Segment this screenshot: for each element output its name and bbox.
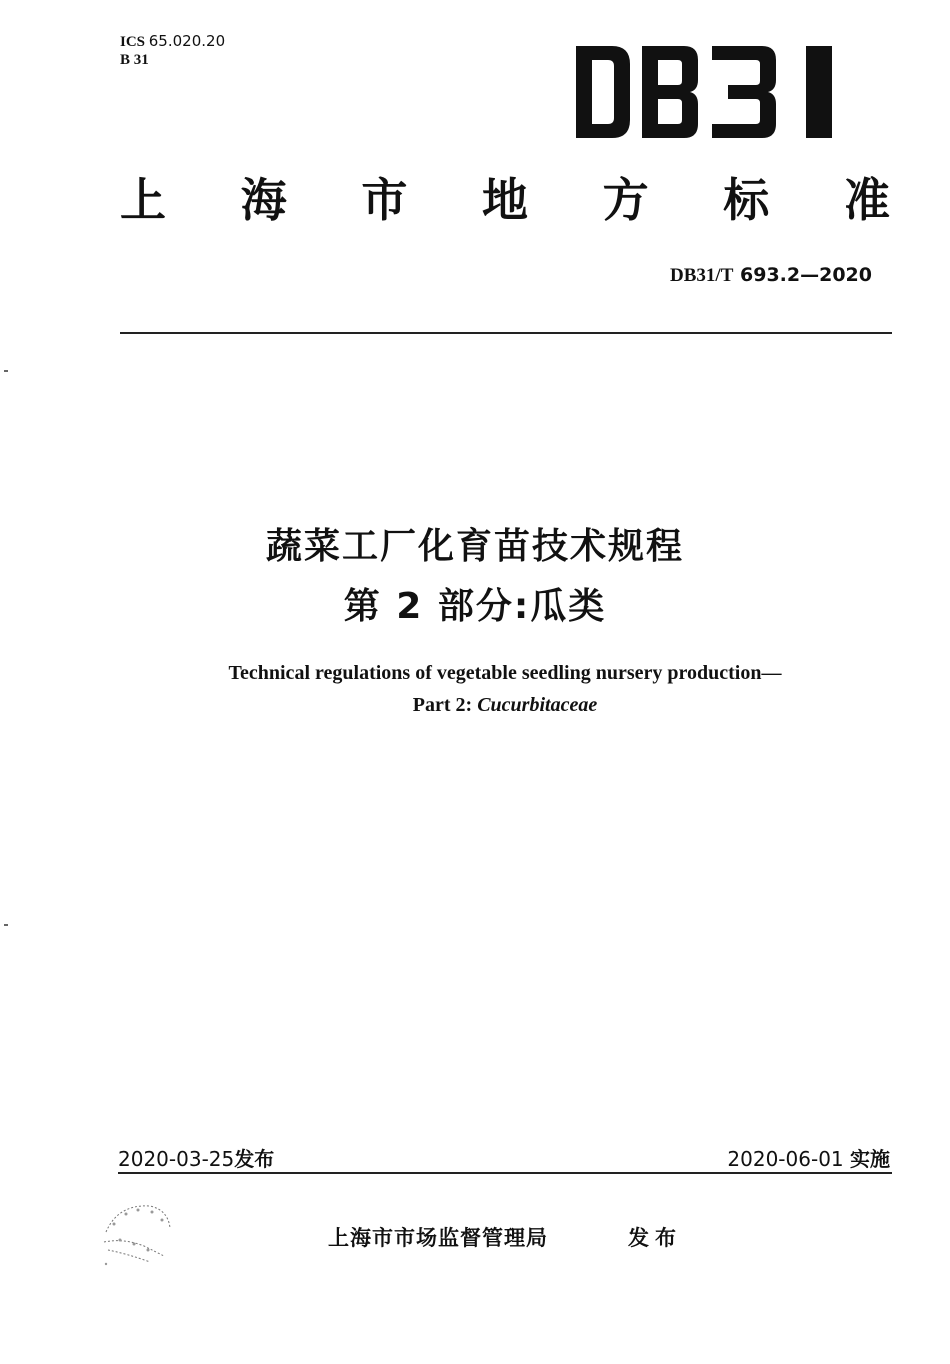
implement-label: 实施: [850, 1147, 890, 1171]
publish-label: 发布: [628, 1226, 682, 1250]
standard-type-title: [120, 170, 890, 230]
scan-mark: [4, 924, 8, 926]
seal-stamp: [98, 1198, 174, 1272]
title-en-part: Part 2:: [412, 694, 473, 716]
publisher-name: 上海市市场监督管理局: [328, 1226, 548, 1250]
logo-text: DB31: [572, 42, 575, 43]
implement-date: 2020-06-01: [727, 1147, 844, 1171]
implement-date-block: [727, 1143, 890, 1172]
db31-logo: [572, 42, 840, 142]
std-char: 市: [361, 173, 408, 227]
title-cn-line1: 蔬菜工厂化育苗技术规程: [265, 526, 684, 567]
footer-divider: [118, 1172, 892, 1174]
std-char: 准: [843, 173, 890, 227]
header-divider: [120, 332, 892, 334]
ics-label: ICS: [120, 34, 146, 50]
issue-label: 发布: [234, 1147, 275, 1171]
title-en-line1: Technical regulations of vegetable seedling nursery production—: [228, 662, 782, 684]
standard-number: [670, 264, 872, 287]
std-char: 地: [481, 173, 528, 227]
issue-date-block: [118, 1143, 274, 1172]
std-char: 上: [120, 173, 166, 227]
issue-date: 2020-03-25: [118, 1147, 235, 1171]
std-char: 标: [723, 173, 770, 227]
standard-number-value: 693.2—2020: [740, 264, 872, 286]
ccs-code: B 31: [120, 52, 149, 68]
title-en-family: Cucurbitaceae: [477, 694, 598, 716]
std-char: 海: [240, 173, 287, 227]
title-cn-line2: 第 2 部分:瓜类: [343, 586, 607, 627]
std-char: 方: [602, 173, 649, 227]
scan-mark: [4, 370, 8, 372]
ics-code: 65.020.20: [148, 32, 226, 50]
title-en-line2: [0, 694, 950, 717]
standard-number-prefix: DB31/T: [670, 265, 734, 286]
classification-codes: [120, 32, 225, 69]
